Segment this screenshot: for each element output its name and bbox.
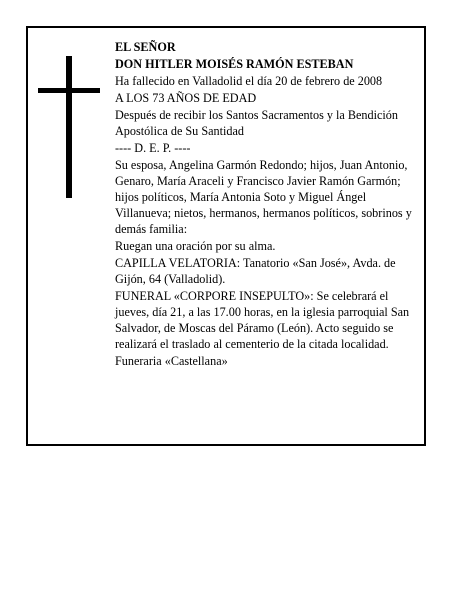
age-line: A LOS 73 AÑOS DE EDAD — [115, 91, 257, 105]
death-line: Ha fallecido en Valladolid el día 20 de febrero de 2008 — [115, 74, 383, 88]
deceased-name: DON HITLER MOISÉS RAMÓN ESTEBAN — [115, 57, 354, 71]
obituary-notice — [26, 26, 426, 446]
cross-horizontal-bar — [38, 88, 100, 93]
dep-line: ---- D. E. P. ---- — [115, 141, 191, 155]
notice-text — [115, 39, 425, 370]
funeral-home-line: Funeraria «Castellana» — [115, 354, 228, 368]
prayer-line: Ruegan una oración por su alma. — [115, 239, 276, 253]
chapel-paragraph: CAPILLA VELATORIA: Tanatorio «San José», Avda. de Gijón, 64 (Valladolid). — [115, 256, 396, 286]
sacraments-paragraph: Después de recibir los Santos Sacramentos y la Bendición Apostólica de Su Santidad — [115, 108, 398, 138]
notice-title: EL SEÑOR — [115, 40, 176, 54]
cross-vertical-bar — [66, 56, 72, 198]
family-paragraph: Su esposa, Angelina Garmón Redondo; hijos, Juan Antonio, Genaro, María Araceli y Francisco Javier Ramón Garmón; hijos políticos, María Antonia Soto y Miguel Ángel Villanueva; nietos, hermanos, hermanos políticos, sobrinos y demás familia: — [115, 158, 412, 236]
cross-icon — [38, 56, 100, 198]
funeral-paragraph: FUNERAL «CORPORE INSEPULTO»: Se celebrará el jueves, día 21, a las 17.00 horas, en la iglesia parroquial San Salvador, de Moscas del Páramo (León). Acto seguido se realizará el traslado al cementerio de la citada localidad. — [115, 289, 410, 351]
